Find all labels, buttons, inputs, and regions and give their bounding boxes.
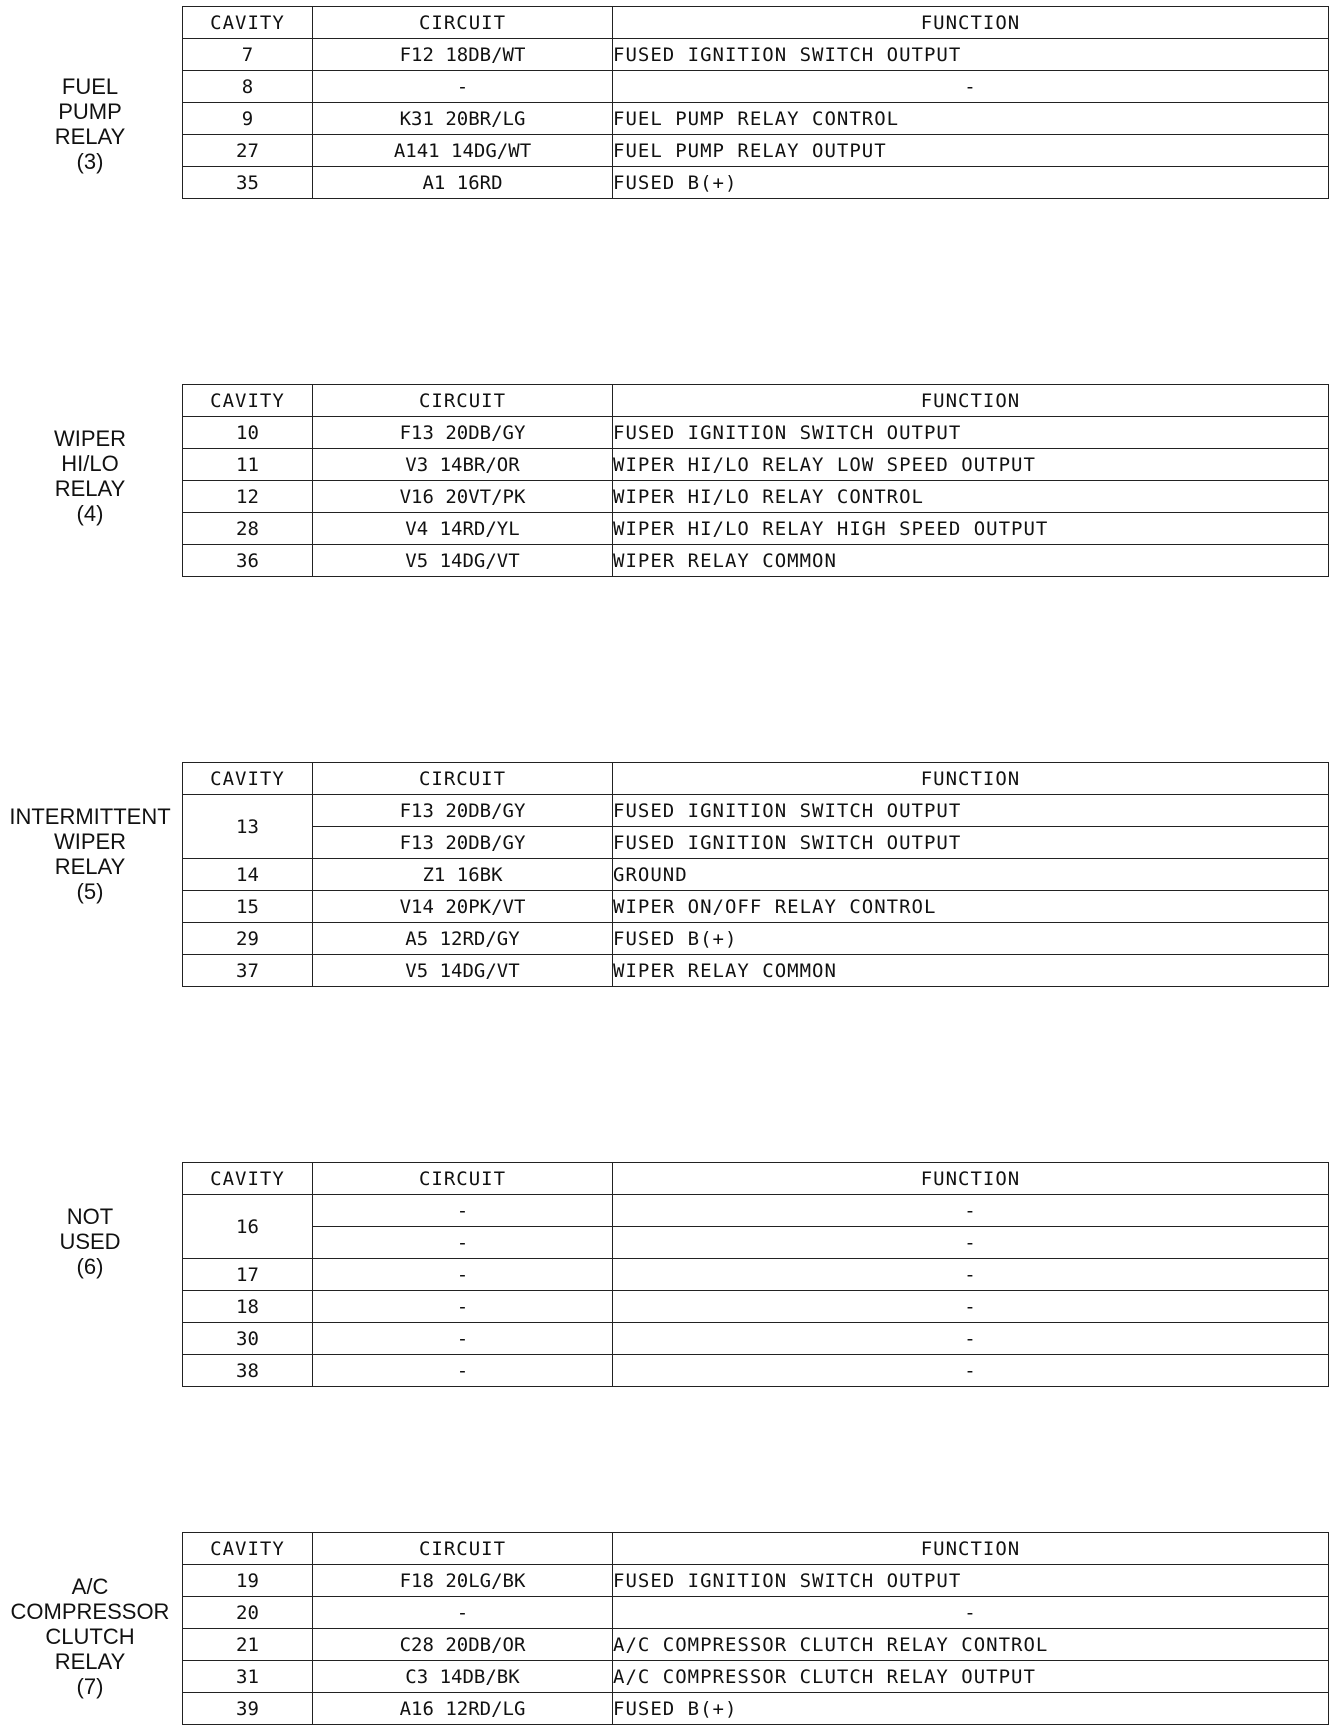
cavity-cell: 37 — [183, 955, 313, 987]
circuit-header: CIRCUIT — [313, 385, 613, 417]
cavity-cell: 17 — [183, 1259, 313, 1291]
circuit-cell: V5 14DG/VT — [313, 545, 613, 577]
table-row — [183, 955, 1329, 987]
circuit-cell: A16 12RD/LG — [313, 1693, 613, 1725]
relay-label-line: (7) — [76, 1674, 104, 1699]
function-header: FUNCTION — [613, 1533, 1329, 1565]
function-cell: FUSED B(+) — [613, 167, 1329, 199]
cavity-cell: 11 — [183, 449, 313, 481]
table-row — [183, 891, 1329, 923]
circuit-cell: C3 14DB/BK — [313, 1661, 613, 1693]
relay-label-line: (6) — [76, 1254, 104, 1279]
circuit-cell: V5 14DG/VT — [313, 955, 613, 987]
circuit-cell: V4 14RD/YL — [313, 513, 613, 545]
table-row — [183, 1661, 1329, 1693]
function-cell: FUEL PUMP RELAY OUTPUT — [613, 135, 1329, 167]
cavity-cell: 16 — [183, 1195, 313, 1259]
circuit-header: CIRCUIT — [313, 7, 613, 39]
function-cell: WIPER HI/LO RELAY HIGH SPEED OUTPUT — [613, 513, 1329, 545]
circuit-cell: - — [313, 1597, 613, 1629]
cavity-cell: 14 — [183, 859, 313, 891]
circuit-cell: F13 20DB/GY — [313, 795, 613, 827]
circuit-cell: K31 20BR/LG — [313, 103, 613, 135]
relay-label — [0, 1204, 180, 1279]
table-row — [183, 417, 1329, 449]
function-cell: WIPER RELAY COMMON — [613, 545, 1329, 577]
cavity-cell: 38 — [183, 1355, 313, 1387]
function-cell: FUSED IGNITION SWITCH OUTPUT — [613, 795, 1329, 827]
function-cell: - — [613, 1227, 1329, 1259]
table-row — [183, 449, 1329, 481]
table-row — [183, 1195, 1329, 1227]
circuit-cell: - — [313, 1291, 613, 1323]
cavity-cell: 21 — [183, 1629, 313, 1661]
cavity-cell: 10 — [183, 417, 313, 449]
table-row — [183, 1259, 1329, 1291]
function-cell: FUEL PUMP RELAY CONTROL — [613, 103, 1329, 135]
table-row — [183, 1629, 1329, 1661]
function-header: FUNCTION — [613, 1163, 1329, 1195]
table-row — [183, 859, 1329, 891]
relay-label-line: NOT — [66, 1204, 114, 1229]
cavity-header: CAVITY — [183, 1163, 313, 1195]
cavity-cell: 15 — [183, 891, 313, 923]
function-cell: WIPER ON/OFF RELAY CONTROL — [613, 891, 1329, 923]
relay-label-line: RELAY — [54, 1649, 126, 1674]
table-row — [183, 545, 1329, 577]
circuit-cell: Z1 16BK — [313, 859, 613, 891]
circuit-cell: V3 14BR/OR — [313, 449, 613, 481]
table-row — [183, 1355, 1329, 1387]
function-cell: - — [613, 1597, 1329, 1629]
relay-label-line: RELAY — [54, 124, 126, 149]
function-cell: - — [613, 1195, 1329, 1227]
cavity-cell: 8 — [183, 71, 313, 103]
table-header-row — [183, 763, 1329, 795]
table-row — [183, 1565, 1329, 1597]
relay-label-line: INTERMITTENT — [9, 804, 171, 829]
circuit-cell: - — [313, 1323, 613, 1355]
cavity-header: CAVITY — [183, 763, 313, 795]
cavity-table — [182, 762, 1329, 987]
function-cell: FUSED IGNITION SWITCH OUTPUT — [613, 417, 1329, 449]
circuit-cell: F13 20DB/GY — [313, 417, 613, 449]
relay-label-line: FUEL — [61, 74, 119, 99]
relay-label-line: A/C — [71, 1574, 109, 1599]
relay-label — [0, 1574, 180, 1699]
circuit-cell: - — [313, 1227, 613, 1259]
relay-label-line: USED — [59, 1229, 121, 1254]
circuit-cell: C28 20DB/OR — [313, 1629, 613, 1661]
circuit-cell: V16 20VT/PK — [313, 481, 613, 513]
function-cell: - — [613, 71, 1329, 103]
circuit-cell: - — [313, 1355, 613, 1387]
table-row — [183, 135, 1329, 167]
table-row — [183, 1291, 1329, 1323]
function-header: FUNCTION — [613, 7, 1329, 39]
circuit-cell: - — [313, 71, 613, 103]
relay-label — [0, 426, 180, 526]
cavity-header: CAVITY — [183, 7, 313, 39]
function-cell: FUSED B(+) — [613, 923, 1329, 955]
relay-label-line: COMPRESSOR — [10, 1599, 170, 1624]
cavity-cell: 9 — [183, 103, 313, 135]
function-cell: A/C COMPRESSOR CLUTCH RELAY OUTPUT — [613, 1661, 1329, 1693]
cavity-cell: 13 — [183, 795, 313, 859]
cavity-cell: 39 — [183, 1693, 313, 1725]
cavity-cell: 18 — [183, 1291, 313, 1323]
relay-label-line: (4) — [76, 501, 104, 526]
cavity-table — [182, 1162, 1329, 1387]
function-cell: FUSED B(+) — [613, 1693, 1329, 1725]
function-cell: WIPER HI/LO RELAY CONTROL — [613, 481, 1329, 513]
relay-label-line: RELAY — [54, 476, 126, 501]
table-row — [183, 481, 1329, 513]
table-row — [183, 795, 1329, 827]
circuit-cell: - — [313, 1195, 613, 1227]
table-header-row — [183, 7, 1329, 39]
circuit-cell: A141 14DG/WT — [313, 135, 613, 167]
table-row — [183, 1227, 1329, 1259]
table-header-row — [183, 1163, 1329, 1195]
function-cell: - — [613, 1291, 1329, 1323]
cavity-cell: 31 — [183, 1661, 313, 1693]
cavity-cell: 20 — [183, 1597, 313, 1629]
relay-label-line: WIPER — [53, 426, 127, 451]
circuit-cell: A5 12RD/GY — [313, 923, 613, 955]
relay-label — [0, 804, 180, 904]
circuit-cell: V14 20PK/VT — [313, 891, 613, 923]
cavity-cell: 12 — [183, 481, 313, 513]
table-row — [183, 513, 1329, 545]
relay-label-line: HI/LO — [61, 451, 119, 476]
cavity-cell: 27 — [183, 135, 313, 167]
function-cell: A/C COMPRESSOR CLUTCH RELAY CONTROL — [613, 1629, 1329, 1661]
circuit-header: CIRCUIT — [313, 1533, 613, 1565]
relay-label — [0, 74, 180, 174]
cavity-header: CAVITY — [183, 385, 313, 417]
table-header-row — [183, 1533, 1329, 1565]
relay-label-line: RELAY — [54, 854, 126, 879]
table-row — [183, 1693, 1329, 1725]
function-cell: - — [613, 1355, 1329, 1387]
relay-label-line: PUMP — [58, 99, 122, 124]
table-row — [183, 71, 1329, 103]
table-row — [183, 103, 1329, 135]
function-cell: FUSED IGNITION SWITCH OUTPUT — [613, 39, 1329, 71]
circuit-cell: F13 20DB/GY — [313, 827, 613, 859]
cavity-cell: 28 — [183, 513, 313, 545]
table-row — [183, 1323, 1329, 1355]
function-cell: - — [613, 1259, 1329, 1291]
table-row — [183, 1597, 1329, 1629]
function-cell: GROUND — [613, 859, 1329, 891]
relay-label-line: WIPER — [53, 829, 127, 854]
function-cell: FUSED IGNITION SWITCH OUTPUT — [613, 827, 1329, 859]
cavity-cell: 30 — [183, 1323, 313, 1355]
function-cell: WIPER RELAY COMMON — [613, 955, 1329, 987]
cavity-table — [182, 384, 1329, 577]
function-cell: FUSED IGNITION SWITCH OUTPUT — [613, 1565, 1329, 1597]
function-header: FUNCTION — [613, 385, 1329, 417]
function-cell: WIPER HI/LO RELAY LOW SPEED OUTPUT — [613, 449, 1329, 481]
relay-label-line: CLUTCH — [45, 1624, 135, 1649]
table-row — [183, 167, 1329, 199]
table-row — [183, 827, 1329, 859]
relay-label-line: (3) — [76, 149, 104, 174]
circuit-header: CIRCUIT — [313, 763, 613, 795]
function-header: FUNCTION — [613, 763, 1329, 795]
circuit-header: CIRCUIT — [313, 1163, 613, 1195]
circuit-cell: F12 18DB/WT — [313, 39, 613, 71]
cavity-cell: 29 — [183, 923, 313, 955]
cavity-cell: 35 — [183, 167, 313, 199]
relay-label-line: (5) — [76, 879, 104, 904]
cavity-header: CAVITY — [183, 1533, 313, 1565]
cavity-table — [182, 1532, 1329, 1725]
cavity-table — [182, 6, 1329, 199]
table-header-row — [183, 385, 1329, 417]
circuit-cell: F18 20LG/BK — [313, 1565, 613, 1597]
table-row — [183, 39, 1329, 71]
cavity-cell: 19 — [183, 1565, 313, 1597]
cavity-cell: 36 — [183, 545, 313, 577]
circuit-cell: A1 16RD — [313, 167, 613, 199]
table-row — [183, 923, 1329, 955]
cavity-cell: 7 — [183, 39, 313, 71]
circuit-cell: - — [313, 1259, 613, 1291]
function-cell: - — [613, 1323, 1329, 1355]
